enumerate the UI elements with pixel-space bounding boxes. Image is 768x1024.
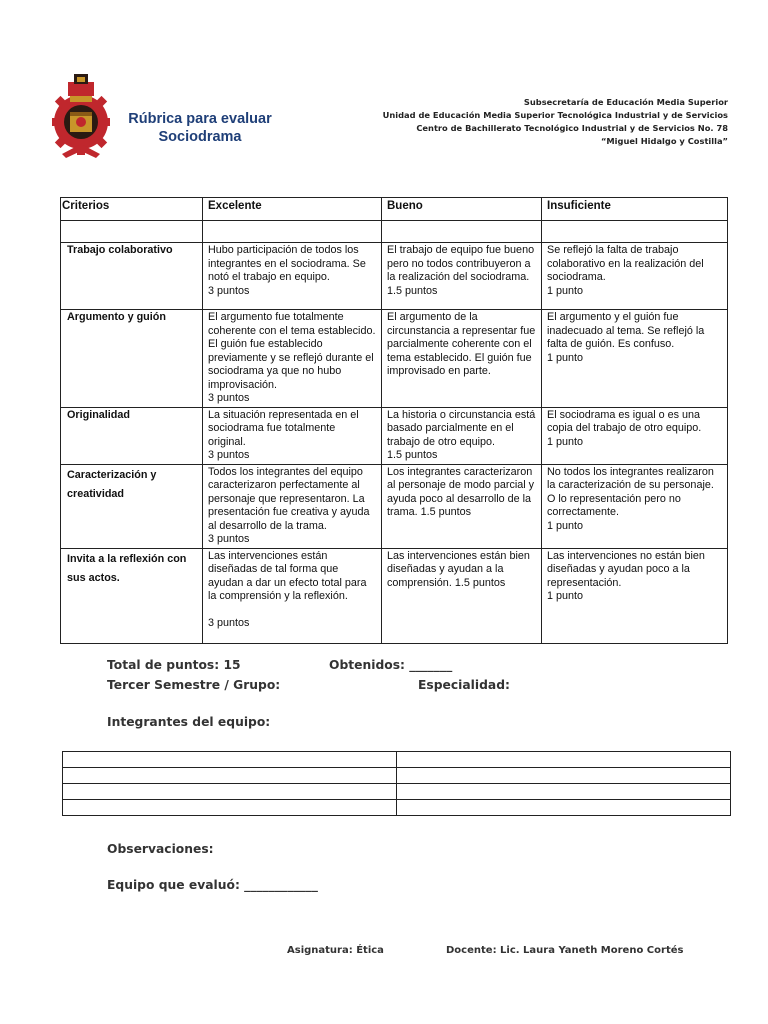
- rubric-table: [60, 197, 728, 644]
- insuficiente-cell: No todos los integrantes realizaron la caracterización de su personaje. O lo representación pero no correctamente. 1 punto: [542, 464, 728, 548]
- bueno-cell: Los integrantes caracterizaron al personaje de modo parcial y ayuda poco al desarrollo de la trama. 1.5 puntos: [382, 464, 542, 548]
- bueno-cell: La historia o circunstancia está basado parcialmente en el trabajo de otro equipo. 1.5 puntos: [382, 407, 542, 464]
- excelente-cell: Hubo participación de todos los integrantes en el sociodrama. Se notó el trabajo en equipo. 3 puntos: [203, 243, 382, 310]
- excelente-cell: Las intervenciones están diseñadas de tal forma que ayudan a dar un efecto total para la comprensión y la reflexión. 3 puntos: [203, 548, 382, 643]
- insuficiente-cell: Las intervenciones no están bien diseñadas y ayudan poco a la representación. 1 punto: [542, 548, 728, 643]
- bueno-cell: El trabajo de equipo fue bueno pero no todos contribuyeron a la realización del sociodrama. 1.5 puntos: [382, 243, 542, 310]
- team-members-label: Integrantes del equipo:: [107, 715, 271, 729]
- header-criterios: Criterios: [61, 198, 203, 221]
- teacher: Docente: Lic. Laura Yaneth Moreno Cortés: [446, 945, 684, 956]
- institution-line-2: Unidad de Educación Media Superior Tecnológica Industrial y de Servicios: [382, 110, 728, 120]
- institution-line-4: “Miguel Hidalgo y Costilla”: [600, 136, 728, 146]
- criterion-cell: Caracterización y creatividad: [61, 464, 203, 548]
- institution-line-1: Subsecretaría de Educación Media Superior: [523, 97, 728, 107]
- title-line-1: Rúbrica para evaluar: [128, 111, 272, 127]
- evaluating-team: Equipo que evaluó: ____________: [107, 878, 318, 892]
- table-row: [63, 768, 731, 784]
- insuficiente-cell: El argumento y el guión fue inadecuado al tema. Se reflejó la falta de guión. Es confuso. 1 punto: [542, 310, 728, 408]
- rubric-header-row: [61, 198, 728, 221]
- table-row: [63, 784, 731, 800]
- bueno-cell: Las intervenciones están bien diseñadas y ayudan a la comprensión. 1.5 puntos: [382, 548, 542, 643]
- table-row: [61, 464, 728, 548]
- table-row: [61, 548, 728, 643]
- table-row: [61, 243, 728, 310]
- title-line-2: Sociodrama: [158, 129, 242, 145]
- rubric-blank-row: [61, 221, 728, 243]
- excelente-cell: Todos los integrantes del equipo caracterizaron perfectamente al personaje que representaron. La presentación fue creativa y ayuda al desarrollo de la trama. 3 puntos: [203, 464, 382, 548]
- table-row: [63, 752, 731, 768]
- header-excelente: Excelente: [203, 198, 382, 221]
- school-gear-crest-icon: [52, 72, 110, 164]
- obtained-points: Obtenidos: _______: [329, 658, 453, 672]
- table-row: [61, 310, 728, 408]
- team-members-table: [62, 751, 731, 816]
- institution-block: [383, 96, 728, 148]
- excelente-cell: La situación representada en el sociodrama fue totalmente original. 3 puntos: [203, 407, 382, 464]
- criterion-cell: Argumento y guión: [61, 310, 203, 408]
- bueno-cell: El argumento de la circunstancia a representar fue parcialmente coherente con el tema establecido. El guión fue improvisado en parte.: [382, 310, 542, 408]
- table-row: [61, 407, 728, 464]
- subject: Asignatura: Ética: [287, 945, 384, 956]
- semester-group: Tercer Semestre / Grupo:: [107, 678, 281, 692]
- criterion-cell: Trabajo colaborativo: [61, 243, 203, 310]
- specialty: Especialidad:: [418, 678, 510, 692]
- document-title: [115, 110, 285, 146]
- excelente-cell: El argumento fue totalmente coherente con el tema establecido. El guión fue establecido previamente y se reflejó durante el sociodrama ya que no hubo improvisación. 3 puntos: [203, 310, 382, 408]
- header-bueno: Bueno: [382, 198, 542, 221]
- total-points: Total de puntos: 15: [107, 658, 241, 672]
- table-row: [63, 800, 731, 816]
- criterion-cell: Originalidad: [61, 407, 203, 464]
- header-insuficiente: Insuficiente: [542, 198, 728, 221]
- criterion-cell: Invita a la reflexión con sus actos.: [61, 548, 203, 643]
- insuficiente-cell: Se reflejó la falta de trabajo colaborativo en la realización del sociodrama. 1 punto: [542, 243, 728, 310]
- observations-label: Observaciones:: [107, 842, 214, 856]
- insuficiente-cell: El sociodrama es igual o es una copia del trabajo de otro equipo. 1 punto: [542, 407, 728, 464]
- institution-line-3: Centro de Bachillerato Tecnológico Industrial y de Servicios No. 78: [416, 123, 728, 133]
